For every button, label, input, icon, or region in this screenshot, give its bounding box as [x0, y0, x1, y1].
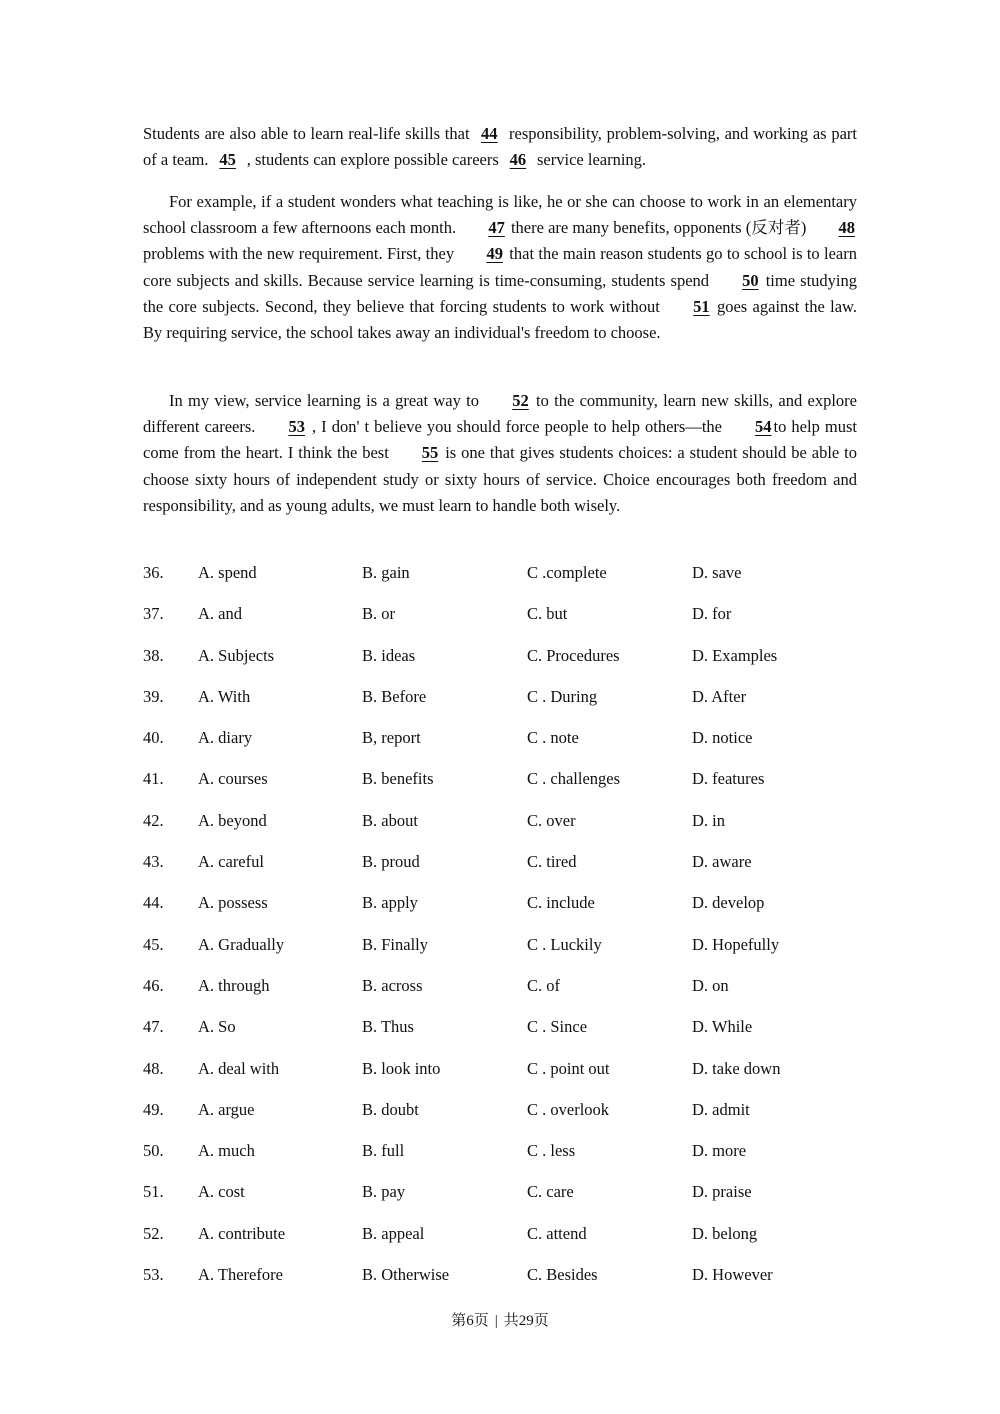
option-a: A. spend	[198, 563, 257, 582]
question-row	[143, 602, 857, 643]
question-row	[143, 1180, 857, 1221]
option-c: C. tired	[527, 852, 577, 872]
passage-text: In my view, service learning is a great way to	[169, 391, 485, 410]
option-d: D. more	[692, 1141, 747, 1161]
option-b: B. pay	[362, 1182, 406, 1202]
option-a: A. deal with	[198, 1058, 280, 1078]
option-d: D. While	[692, 1017, 753, 1037]
option-a: A. diary	[198, 728, 253, 748]
option-d: D. notice	[692, 728, 753, 748]
option-b: B. proud	[362, 852, 420, 872]
option-d: D. for	[692, 604, 732, 624]
option-c: C .complete	[527, 563, 607, 582]
option-c: C. over	[527, 810, 576, 830]
option-b: B. look into	[362, 1058, 441, 1078]
question-row	[143, 891, 857, 932]
option-b: B. ideas	[362, 645, 416, 665]
option-a: A. Therefore	[198, 1265, 283, 1285]
option-c: C. but	[527, 604, 568, 624]
passage-text: there are many benefits, opponents (反对者)	[506, 218, 811, 238]
question-row	[143, 1222, 857, 1263]
blank-44: 44	[481, 124, 498, 143]
option-d: D. Examples	[692, 645, 778, 665]
question-row	[143, 850, 857, 891]
question-number: 42.	[143, 810, 164, 830]
option-c: C. care	[527, 1182, 574, 1202]
option-c: C . Since	[527, 1017, 588, 1037]
option-a: A. courses	[198, 769, 268, 789]
option-d: D. develop	[692, 893, 765, 913]
blank-52: 52	[512, 391, 529, 410]
option-d: D. belong	[692, 1223, 758, 1243]
option-a: A. careful	[198, 852, 264, 872]
question-number: 47.	[143, 1017, 164, 1037]
option-d: D. in	[692, 810, 725, 830]
option-d: D. Hopefully	[692, 934, 780, 954]
option-b: B. about	[362, 810, 418, 830]
option-c: C . Luckily	[527, 934, 602, 954]
blank-49: 49	[486, 244, 503, 264]
option-c: C . challenges	[527, 769, 621, 789]
option-c: C . overlook	[527, 1099, 610, 1119]
answer-options-list	[143, 561, 857, 1304]
question-number: 49.	[143, 1099, 164, 1119]
option-a: A. With	[198, 686, 251, 706]
option-c: C . less	[527, 1141, 576, 1161]
passage-text: that the main reason students go to school is to learn core subjects and skills. Because service learning is time-consuming, students spend	[143, 244, 857, 290]
option-b: B. gain	[362, 563, 410, 582]
option-b: B. doubt	[362, 1099, 419, 1119]
question-row	[143, 1057, 857, 1098]
question-number: 51.	[143, 1182, 164, 1202]
question-number: 46.	[143, 975, 164, 995]
option-a: A. beyond	[198, 810, 267, 830]
passage-text: time studying the core subjects. Second, they believe that forcing students to work without	[143, 270, 857, 316]
blank-51: 51	[693, 296, 710, 316]
option-b: B. Thus	[362, 1017, 414, 1037]
passage-paragraph-2	[143, 189, 857, 346]
option-b: B, report	[362, 728, 421, 748]
question-number: 45.	[143, 934, 164, 954]
passage-text: service learning.	[532, 150, 647, 170]
question-row	[143, 1139, 857, 1180]
blank-54: 54	[755, 417, 772, 437]
option-c: C. of	[527, 975, 560, 995]
blank-46: 46	[509, 150, 527, 170]
blank-50: 50	[742, 270, 759, 290]
page-total: 共29页	[503, 1313, 549, 1329]
blank-48: 48	[838, 218, 855, 238]
passage-text: For example, if a student wonders what teaching is like, he or she can choose to work in an elementary school classroom a few afternoons each month.	[143, 192, 857, 238]
question-number: 37.	[143, 604, 164, 624]
question-row	[143, 809, 857, 850]
option-b: B. Before	[362, 686, 427, 706]
question-row	[143, 1263, 857, 1304]
option-c: C . note	[527, 728, 579, 748]
question-number: 38.	[143, 645, 164, 665]
passage-paragraph-3	[143, 388, 857, 519]
option-b: B. benefits	[362, 769, 434, 789]
question-row	[143, 726, 857, 767]
option-d: D. However	[692, 1265, 773, 1285]
passage-text: , I don' t believe you should force people to help others—the	[306, 417, 728, 437]
option-a: A. much	[198, 1141, 255, 1161]
option-d: D. aware	[692, 852, 752, 872]
question-number: 52.	[143, 1223, 164, 1243]
option-a: A. Gradually	[198, 934, 285, 954]
passage-text: responsibility, problem-solving, and working as part of a team.	[143, 124, 857, 170]
question-number: 53.	[143, 1265, 164, 1285]
question-row	[143, 1015, 857, 1056]
option-d: D. features	[692, 769, 765, 789]
question-row	[143, 974, 857, 1015]
option-b: B. apply	[362, 893, 418, 913]
blank-53: 53	[288, 417, 305, 437]
passage-text: goes against the law. By requiring service, the school takes away an individual's freedom to choose.	[143, 296, 857, 343]
option-a: A. cost	[198, 1182, 245, 1202]
option-b: B. or	[362, 604, 395, 624]
question-row	[143, 1098, 857, 1139]
question-row	[143, 561, 857, 602]
option-d: D. After	[692, 686, 747, 706]
blank-55: 55	[421, 443, 439, 463]
question-row	[143, 767, 857, 808]
question-number: 48.	[143, 1058, 164, 1078]
question-number: 41.	[143, 769, 164, 789]
option-b: B. full	[362, 1141, 405, 1161]
option-b: B. across	[362, 975, 423, 995]
option-d: D. admit	[692, 1099, 750, 1119]
passage-text: , students can explore possible careers	[242, 150, 503, 170]
question-row	[143, 685, 857, 726]
option-a: A. So	[198, 1017, 236, 1037]
option-a: A. contribute	[198, 1223, 286, 1243]
option-b: B. Otherwise	[362, 1265, 450, 1285]
footer-separator: |	[494, 1313, 498, 1329]
option-a: A. Subjects	[198, 645, 275, 665]
passage-text: to help must come from the heart. I think the best	[143, 417, 857, 463]
blank-45: 45	[219, 150, 236, 170]
option-d: D. take down	[692, 1058, 781, 1078]
option-a: A. argue	[198, 1099, 255, 1119]
option-d: D. praise	[692, 1182, 752, 1202]
passage-text: is one that gives students choices: a student should be able to choose sixty hours of independent study or sixty hours of service. Choice encourages both freedom and responsibility, and as young adults, we must learn to handle both wisely.	[143, 443, 857, 515]
option-d: D. save	[692, 563, 742, 582]
option-c: C . During	[527, 686, 598, 706]
page-footer	[0, 1310, 1000, 1332]
question-row	[143, 933, 857, 974]
passage-paragraph-1	[143, 121, 857, 173]
option-a: A. possess	[198, 893, 268, 913]
option-c: C. Procedures	[527, 645, 620, 665]
question-number: 36.	[143, 563, 164, 582]
passage-text: Students are also able to learn real-life skills that	[143, 124, 475, 143]
option-c: C . point out	[527, 1058, 610, 1078]
question-row	[143, 644, 857, 685]
option-c: C. include	[527, 893, 595, 913]
option-c: C. Besides	[527, 1265, 598, 1285]
blank-47: 47	[488, 218, 505, 238]
question-number: 44.	[143, 893, 164, 913]
question-number: 43.	[143, 852, 164, 872]
option-d: D. on	[692, 975, 729, 995]
passage-text: to the community, learn new skills, and explore different careers.	[143, 391, 857, 437]
option-a: A. and	[198, 604, 242, 624]
question-number: 40.	[143, 728, 164, 748]
option-c: C. attend	[527, 1223, 587, 1243]
option-a: A. through	[198, 975, 270, 995]
option-b: B. appeal	[362, 1223, 425, 1243]
question-number: 39.	[143, 686, 164, 706]
option-b: B. Finally	[362, 934, 429, 954]
passage-text: problems with the new requirement. First, they	[143, 244, 459, 264]
page-number: 第6页	[451, 1313, 489, 1329]
question-number: 50.	[143, 1141, 164, 1161]
